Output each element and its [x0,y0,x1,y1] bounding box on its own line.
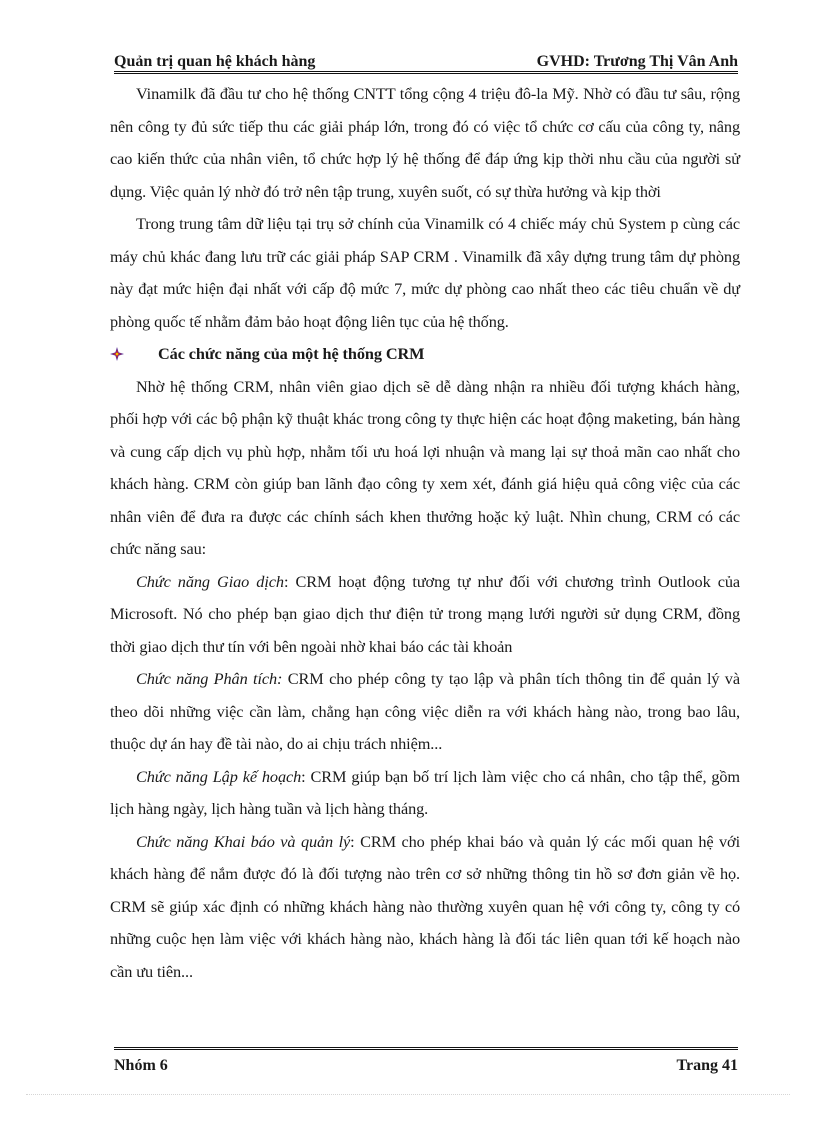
paragraph-investment: Vinamilk đã đầu tư cho hệ thống CNTT tổng cộng 4 triệu đô-la Mỹ. Nhờ có đầu tư sâu, rộng nên công ty đủ sức tiếp thu các giải pháp lớn, trong đó có việc tổ chức cơ cấu của công ty, nâng cao kiến thức của nhân viên, tổ chức hợp lý hệ thống để đáp ứng kịp thời nhu cầu của người sử dụng. Việc quản lý nhờ đó trở nên tập trung, xuyên suốt, có sự thừa hưởng và kịp thời [110,84,740,201]
page-number: Trang 41 [676,1057,738,1074]
function-name: Chức năng Khai báo và quản lý [136,831,351,851]
function-description: : CRM hoạt động tương tự như đối với chương trình Outlook của Microsoft. Nó cho phép bạn giao dịch thư điện tử trong mạng lưới người sử dụng CRM, đồng thời giao dịch thư tín với bên ngoài nhờ khai báo các tài khoản [110,571,740,656]
footer-group: Nhóm 6 [114,1057,168,1074]
paragraph-transaction-function [110,566,740,664]
paragraph-analysis-function [110,663,740,761]
page-header [114,52,738,72]
function-description: CRM cho phép công ty tạo lập và phân tích thông tin để quản lý và theo dõi những việc cần làm, chẳng hạn công việc diễn ra với khách hàng nào, trong bao lâu, thuộc dự án hay đề tài nào, do ai chịu trách nhiệm... [110,669,740,753]
page-footer [114,1056,738,1076]
header-rule [114,71,738,74]
paragraph-crm-overview: Nhờ hệ thống CRM, nhân viên giao dịch sẽ dễ dàng nhận ra nhiều đối tượng khách hàng, phối hợp với các bộ phận kỹ thuật khác trong công ty thực hiện các hoạt động maketing, bán hàng và cung cấp dịch vụ phù hợp, nhằm tối ưu hoá lợi nhuận và mang lại sự thoả mãn cao nhất cho khách hàng. CRM còn giúp ban lãnh đạo công ty xem xét, đánh giá hiệu quả công việc của các nhân viên để đưa ra được các chính sách khen thưởng hoặc kỷ luật. Nhìn chung, CRM có các chức năng sau: [110,376,740,558]
function-name: Chức năng Lập kế hoạch [136,766,302,786]
header-instructor: GVHD: Trương Thị Vân Anh [536,53,738,70]
function-name: Chức năng Phân tích: [136,669,283,688]
paragraph-planning-function [110,761,740,826]
footer-rule [114,1047,738,1050]
document-body [110,78,740,988]
page-edge-divider [26,1094,790,1095]
four-point-star-icon [110,347,124,361]
function-name: Chức năng Giao dịch [136,571,284,591]
paragraph-declaration-function [110,826,740,989]
paragraph-datacenter: Trong trung tâm dữ liệu tại trụ sở chính của Vinamilk có 4 chiếc máy chủ System p cùng các máy chủ khác đang lưu trữ các giải pháp SAP CRM . Vinamilk đã xây dựng trung tâm dự phòng này đạt mức hiện đại nhất với cấp độ mức 7, mức dự phòng cao nhất theo các tiêu chuẩn về dự phòng quốc tế nhằm đảm bảo hoạt động liên tục của hệ thống. [110,214,740,331]
section-heading-text: Các chức năng của một hệ thống CRM [158,344,425,363]
section-heading [110,338,740,371]
function-description: : CRM giúp bạn bố trí lịch làm việc cho cá nhân, cho tập thể, gồm lịch hàng ngày, lịch hàng tuần và lịch hàng tháng. [110,766,740,818]
function-description: : CRM cho phép khai báo và quản lý các mối quan hệ với khách hàng để nắm được đó là đối tượng nào trên cơ sở những thông tin hồ sơ đơn giản về họ. CRM sẽ giúp xác định có những khách hàng nào thường xuyên quan hệ với công ty, công ty có những cuộc hẹn làm việc với khách hàng nào, khách hàng là đối tác liên quan tới kế hoạch nào cần ưu tiên... [110,831,740,981]
header-title: Quản trị quan hệ khách hàng [114,53,316,70]
